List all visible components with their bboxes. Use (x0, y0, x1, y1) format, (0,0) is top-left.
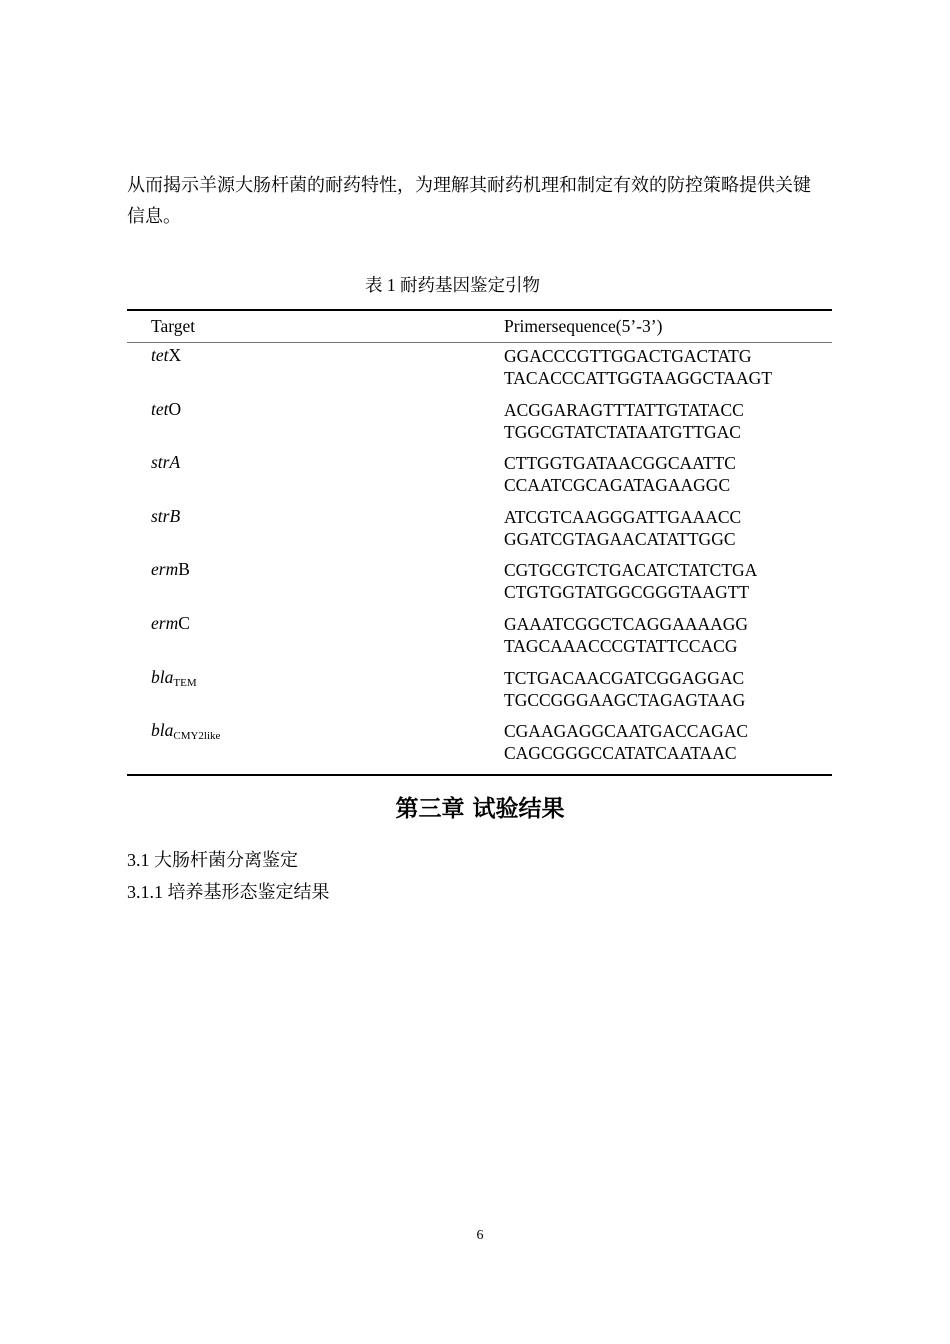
table-row (127, 720, 832, 775)
gene-name-suffix: B (178, 559, 190, 580)
header-primer-sequence: Primersequence(5’-3’) (504, 310, 832, 343)
primer-sequence-cell (504, 559, 832, 613)
forward-primer: CTTGGTGATAACGGCAATTC (504, 453, 736, 474)
gene-name-italic: strB (151, 505, 181, 526)
table-caption: 表 1 耐药基因鉴定引物 (365, 275, 540, 295)
header-target: Target (127, 310, 504, 343)
reverse-primer: TGCCGGGAAGCTAGAGTAAG (504, 689, 746, 710)
reverse-primer: CTGTGGTATGGCGGGTAAGTT (504, 582, 750, 603)
gene-name-cell (127, 506, 504, 560)
primer-sequence-cell (504, 720, 832, 775)
reverse-primer: TGGCGTATCTATAATGTTGAC (504, 421, 741, 442)
table-row (127, 343, 832, 399)
reverse-primer: CCAATCGCAGATAGAAGGC (504, 475, 731, 496)
reverse-primer: TACACCCATTGGTAAGGCTAAGT (504, 368, 773, 388)
gene-name-suffix: O (168, 398, 182, 419)
gene-name-cell (127, 559, 504, 613)
primer-sequence-cell (504, 667, 832, 721)
gene-name-italic: bla (151, 720, 174, 741)
forward-primer: ATCGTCAAGGGATTGAAACC (504, 506, 742, 527)
reverse-primer: TAGCAAACCCGTATTCCACG (504, 635, 738, 656)
reverse-primer: GGATCGTAGAACATATTGGC (504, 528, 736, 549)
gene-name-cell (127, 720, 504, 775)
primer-sequence-cell (504, 613, 832, 667)
primer-sequence-cell (504, 452, 832, 506)
gene-name-italic: erm (151, 612, 179, 633)
table-row (127, 613, 832, 667)
table-header-row (127, 310, 832, 343)
primer-table (127, 309, 832, 776)
table-row (127, 667, 832, 721)
chapter-title: 第三章 试验结果 (395, 796, 565, 822)
gene-name-italic: erm (151, 559, 179, 580)
forward-primer: ACGGARAGTTTATTGTATACC (504, 399, 744, 420)
section-heading-3-1: 3.1 大肠杆菌分离鉴定 (127, 850, 298, 870)
table-row (127, 559, 832, 613)
gene-name-suffix: C (178, 612, 190, 633)
gene-name-cell (127, 452, 504, 506)
gene-name-subscript: TEM (173, 676, 197, 689)
primer-sequence-cell (504, 399, 832, 453)
gene-name-italic: tet (151, 345, 169, 365)
gene-name-italic: bla (151, 666, 174, 687)
page-number: 6 (476, 1228, 484, 1243)
gene-name-subscript: CMY2like (173, 730, 221, 743)
forward-primer: TCTGACAACGATCGGAGGAC (504, 667, 745, 688)
gene-name-cell (127, 399, 504, 453)
forward-primer: GGACCCGTTGGACTGACTATG (504, 346, 752, 366)
gene-name-suffix: X (168, 345, 182, 365)
forward-primer: CGAAGAGGCAATGACCAGAC (504, 721, 749, 742)
table-row (127, 399, 832, 453)
gene-name-cell (127, 667, 504, 721)
table-row (127, 452, 832, 506)
table-row (127, 506, 832, 560)
gene-name-italic: strA (151, 452, 181, 473)
section-heading-3-1-1: 3.1.1 培养基形态鉴定结果 (127, 882, 330, 902)
gene-name-cell (127, 613, 504, 667)
intro-paragraph: 从而揭示羊源大肠杆菌的耐药特性，为理解其耐药机理和制定有效的防控策略提供关键信息。 (127, 175, 811, 226)
gene-name-italic: tet (151, 398, 169, 419)
primer-sequence-cell (504, 506, 832, 560)
primer-sequence-cell (504, 343, 832, 399)
reverse-primer: CAGCGGGCCATATCAATAAC (504, 743, 737, 764)
forward-primer: GAAATCGGCTCAGGAAAAGG (504, 613, 749, 634)
gene-name-cell (127, 343, 504, 399)
forward-primer: CGTGCGTCTGACATCTATCTGA (504, 560, 758, 581)
